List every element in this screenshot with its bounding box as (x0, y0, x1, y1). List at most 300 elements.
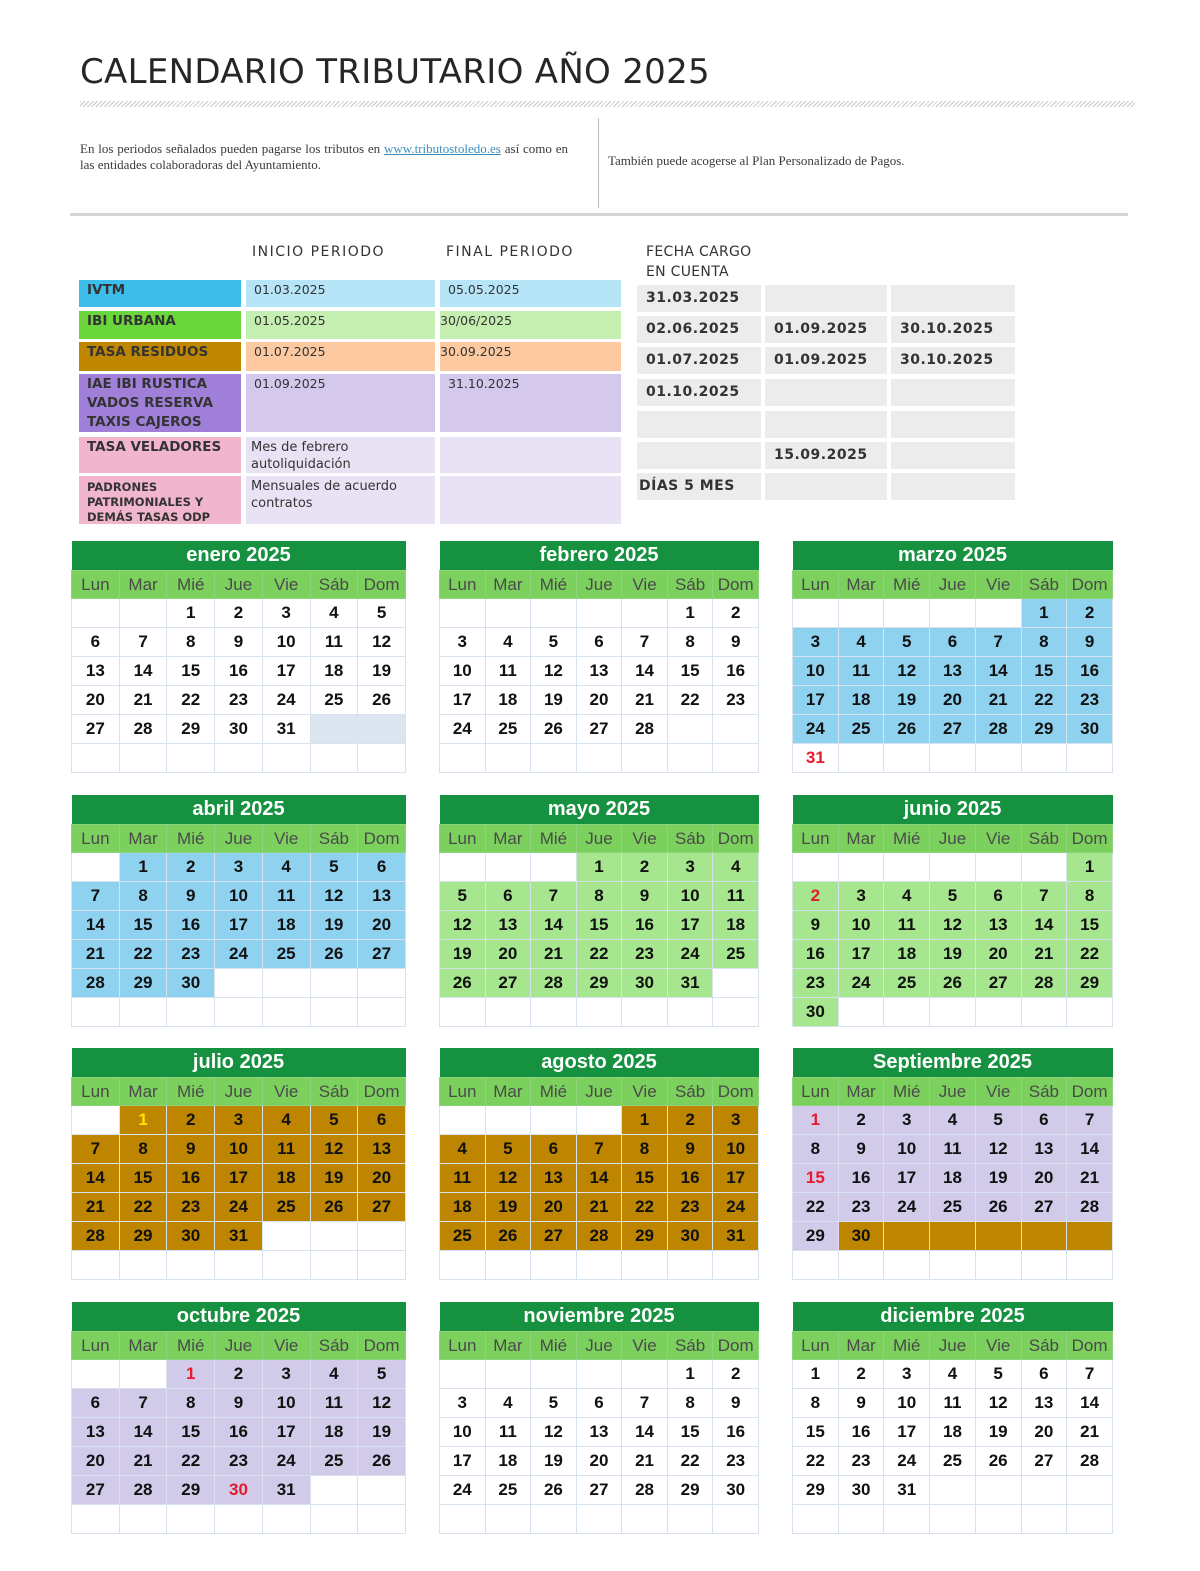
empty-day-cell (884, 853, 930, 882)
weekday-header: Lun (440, 825, 486, 853)
month-calendar (792, 541, 1113, 773)
day-cell: 10 (262, 628, 310, 657)
weekday-header: Mié (884, 825, 930, 853)
charge-date (891, 285, 1015, 312)
day-cell: 18 (930, 1418, 976, 1447)
day-cell: 30 (667, 1222, 713, 1251)
empty-day-cell (838, 998, 884, 1027)
day-cell: 4 (485, 628, 531, 657)
day-cell: 12 (310, 1135, 358, 1164)
day-cell: 10 (713, 1135, 759, 1164)
empty-day-cell (793, 1505, 839, 1534)
day-cell: 9 (622, 882, 668, 911)
weekday-header: Sáb (667, 1332, 713, 1360)
day-cell: 11 (262, 882, 310, 911)
empty-day-cell (975, 998, 1021, 1027)
charge-date: 01.07.2025 (637, 347, 761, 374)
day-cell: 1 (1021, 599, 1067, 628)
empty-day-cell (1067, 1222, 1113, 1251)
day-cell: 26 (310, 940, 358, 969)
day-cell: 14 (975, 657, 1021, 686)
day-cell: 19 (975, 1418, 1021, 1447)
day-cell: 18 (485, 686, 531, 715)
day-cell: 20 (930, 686, 976, 715)
empty-day-cell (358, 1505, 406, 1534)
empty-day-cell (72, 853, 120, 882)
day-cell: 4 (884, 882, 930, 911)
weekday-header: Lun (72, 825, 120, 853)
day-cell: 29 (1021, 715, 1067, 744)
day-cell: 5 (310, 853, 358, 882)
weekday-header: Mié (531, 571, 577, 599)
day-cell: 10 (884, 1135, 930, 1164)
weekday-header: Sáb (310, 571, 358, 599)
day-cell: 19 (531, 1447, 577, 1476)
day-cell: 20 (975, 940, 1021, 969)
day-cell: 29 (167, 715, 215, 744)
empty-day-cell (884, 744, 930, 773)
empty-day-cell (215, 1505, 263, 1534)
day-cell: 10 (440, 1418, 486, 1447)
day-cell: 29 (793, 1476, 839, 1505)
day-cell: 24 (440, 715, 486, 744)
weekday-header: Lun (793, 1332, 839, 1360)
day-cell: 8 (119, 882, 167, 911)
day-cell: 5 (930, 882, 976, 911)
day-cell: 25 (262, 1193, 310, 1222)
day-cell: 15 (1067, 911, 1113, 940)
day-cell: 25 (310, 686, 358, 715)
month-calendar (792, 1302, 1113, 1534)
day-cell: 23 (713, 686, 759, 715)
day-cell: 23 (622, 940, 668, 969)
day-cell: 26 (440, 969, 486, 998)
day-cell: 17 (262, 1418, 310, 1447)
day-cell: 4 (262, 853, 310, 882)
day-cell: 27 (72, 715, 120, 744)
empty-day-cell (310, 1505, 358, 1534)
weekday-header: Mié (884, 1332, 930, 1360)
day-cell: 11 (838, 657, 884, 686)
weekday-header: Jue (215, 1332, 263, 1360)
day-cell: 23 (167, 940, 215, 969)
day-cell: 19 (975, 1164, 1021, 1193)
empty-day-cell (531, 1251, 577, 1280)
charge-date (765, 411, 887, 438)
empty-day-cell (622, 1505, 668, 1534)
day-cell: 19 (884, 686, 930, 715)
day-cell: 20 (1021, 1418, 1067, 1447)
day-cell: 2 (167, 853, 215, 882)
day-cell: 21 (1067, 1164, 1113, 1193)
weekday-header: Vie (975, 1078, 1021, 1106)
day-cell: 6 (358, 853, 406, 882)
day-cell: 9 (667, 1135, 713, 1164)
day-cell: 11 (262, 1135, 310, 1164)
empty-day-cell (576, 1360, 622, 1389)
empty-day-cell (358, 1476, 406, 1505)
weekday-header: Dom (358, 571, 406, 599)
empty-day-cell (72, 1106, 120, 1135)
day-cell: 13 (1021, 1135, 1067, 1164)
empty-day-cell (262, 1251, 310, 1280)
day-cell: 26 (358, 1447, 406, 1476)
weekday-header: Lun (793, 571, 839, 599)
day-cell: 27 (358, 940, 406, 969)
day-cell: 1 (167, 1360, 215, 1389)
day-cell: 16 (1067, 657, 1113, 686)
day-cell: 26 (310, 1193, 358, 1222)
day-cell: 6 (531, 1135, 577, 1164)
day-cell: 9 (215, 628, 263, 657)
empty-day-cell (975, 744, 1021, 773)
day-cell: 25 (930, 1447, 976, 1476)
empty-day-cell (667, 1505, 713, 1534)
empty-day-cell (215, 998, 263, 1027)
day-cell: 18 (310, 1418, 358, 1447)
weekday-header: Vie (975, 1332, 1021, 1360)
empty-day-cell (310, 1222, 358, 1251)
day-cell: 24 (262, 686, 310, 715)
day-cell: 2 (215, 1360, 263, 1389)
day-cell: 31 (215, 1222, 263, 1251)
empty-day-cell (1067, 1251, 1113, 1280)
day-cell: 6 (576, 1389, 622, 1418)
day-cell: 15 (119, 1164, 167, 1193)
day-cell: 15 (119, 911, 167, 940)
intro-text-before-link: En los periodos señalados pueden pagarse los tributos en (80, 141, 381, 156)
day-cell: 28 (622, 1476, 668, 1505)
day-cell: 16 (167, 1164, 215, 1193)
day-cell: 7 (576, 1135, 622, 1164)
day-cell: 17 (215, 1164, 263, 1193)
day-cell: 2 (1067, 599, 1113, 628)
day-cell: 8 (667, 628, 713, 657)
day-cell: 19 (485, 1193, 531, 1222)
day-cell: 16 (667, 1164, 713, 1193)
empty-day-cell (72, 998, 120, 1027)
day-cell: 29 (119, 969, 167, 998)
day-cell: 24 (667, 940, 713, 969)
intro-plan-text: También puede acogerse al Plan Personalizado de Pagos. (608, 153, 905, 168)
month-calendar (439, 795, 759, 1027)
day-cell: 12 (358, 1389, 406, 1418)
empty-day-cell (576, 1106, 622, 1135)
weekday-header: Lun (72, 571, 120, 599)
month-title: noviembre 2025 (440, 1302, 759, 1332)
period-end: 30.09.2025 (440, 342, 621, 371)
empty-day-cell (622, 1360, 668, 1389)
day-cell: 28 (531, 969, 577, 998)
empty-day-cell (72, 599, 120, 628)
weekday-header: Jue (215, 1078, 263, 1106)
charge-date: 01.09.2025 (765, 347, 887, 374)
period-start: 01.07.2025 (246, 342, 435, 371)
day-cell: 8 (793, 1389, 839, 1418)
day-cell: 15 (1021, 657, 1067, 686)
day-cell: 7 (622, 628, 668, 657)
day-cell: 2 (667, 1106, 713, 1135)
weekday-header: Sáb (667, 825, 713, 853)
day-cell: 25 (713, 940, 759, 969)
day-cell: 12 (930, 911, 976, 940)
weekday-header: Dom (713, 825, 759, 853)
empty-day-cell (440, 853, 486, 882)
day-cell: 12 (531, 1418, 577, 1447)
day-cell: 19 (358, 657, 406, 686)
day-cell: 24 (215, 1193, 263, 1222)
weekday-header: Mar (838, 1078, 884, 1106)
day-cell: 11 (310, 628, 358, 657)
day-cell: 17 (667, 911, 713, 940)
tax-name: IBI URBANA (79, 311, 241, 339)
day-cell: 19 (310, 1164, 358, 1193)
day-cell: 6 (72, 1389, 120, 1418)
empty-day-cell (167, 1505, 215, 1534)
day-cell: 14 (1021, 911, 1067, 940)
empty-day-cell (838, 744, 884, 773)
empty-day-cell (884, 1222, 930, 1251)
empty-day-cell (215, 969, 263, 998)
empty-day-cell (713, 969, 759, 998)
empty-day-cell (576, 744, 622, 773)
weekday-header: Vie (622, 571, 668, 599)
month-title: Septiembre 2025 (793, 1048, 1113, 1078)
month-calendar (71, 795, 406, 1027)
empty-day-cell (622, 998, 668, 1027)
day-cell: 20 (72, 686, 120, 715)
day-cell: 4 (838, 628, 884, 657)
empty-day-cell (713, 1251, 759, 1280)
intro-divider (598, 118, 599, 208)
empty-day-cell (215, 1251, 263, 1280)
day-cell: 13 (576, 657, 622, 686)
day-cell: 7 (1067, 1106, 1113, 1135)
empty-day-cell (167, 1251, 215, 1280)
tax-name: IVTM (79, 280, 241, 307)
month-title: octubre 2025 (72, 1302, 406, 1332)
month-calendar (439, 1048, 759, 1280)
day-cell: 1 (119, 853, 167, 882)
day-cell: 26 (975, 1447, 1021, 1476)
day-cell: 25 (485, 715, 531, 744)
weekday-header: Vie (622, 825, 668, 853)
day-cell: 22 (793, 1193, 839, 1222)
day-cell: 23 (215, 686, 263, 715)
empty-day-cell (358, 998, 406, 1027)
day-cell: 12 (884, 657, 930, 686)
weekday-header: Jue (930, 571, 976, 599)
empty-day-cell (531, 1360, 577, 1389)
day-cell: 6 (975, 882, 1021, 911)
weekday-header: Lun (440, 1078, 486, 1106)
weekday-header: Vie (622, 1078, 668, 1106)
day-cell: 12 (310, 882, 358, 911)
day-cell: 1 (1067, 853, 1113, 882)
day-cell: 22 (667, 686, 713, 715)
weekday-header: Jue (215, 825, 263, 853)
empty-day-cell (262, 998, 310, 1027)
day-cell: 29 (119, 1222, 167, 1251)
day-cell: 20 (1021, 1164, 1067, 1193)
day-cell: 28 (119, 715, 167, 744)
day-cell: 5 (531, 628, 577, 657)
day-cell: 2 (167, 1106, 215, 1135)
day-cell: 21 (72, 1193, 120, 1222)
day-cell: 20 (358, 1164, 406, 1193)
empty-day-cell (838, 1251, 884, 1280)
charge-date (891, 411, 1015, 438)
page-title: CALENDARIO TRIBUTARIO AÑO 2025 (80, 52, 710, 92)
empty-day-cell (119, 1505, 167, 1534)
charge-date (891, 473, 1015, 500)
day-cell: 11 (713, 882, 759, 911)
day-cell: 4 (713, 853, 759, 882)
day-cell: 23 (1067, 686, 1113, 715)
day-cell: 5 (485, 1135, 531, 1164)
day-cell: 29 (167, 1476, 215, 1505)
day-cell: 16 (215, 657, 263, 686)
empty-day-cell (531, 1106, 577, 1135)
empty-day-cell (310, 1476, 358, 1505)
day-cell: 28 (72, 1222, 120, 1251)
empty-day-cell (440, 998, 486, 1027)
day-cell: 23 (667, 1193, 713, 1222)
day-cell: 20 (358, 911, 406, 940)
day-cell: 20 (531, 1193, 577, 1222)
empty-day-cell (358, 1251, 406, 1280)
day-cell: 21 (531, 940, 577, 969)
charge-date (891, 379, 1015, 406)
month-title: agosto 2025 (440, 1048, 759, 1078)
month-calendar (792, 795, 1113, 1027)
empty-day-cell (1067, 1476, 1113, 1505)
empty-day-cell (1067, 1505, 1113, 1534)
month-title: abril 2025 (72, 795, 406, 825)
empty-day-cell (1021, 998, 1067, 1027)
weekday-header: Jue (576, 825, 622, 853)
day-cell: 9 (793, 911, 839, 940)
weekday-header: Lun (72, 1078, 120, 1106)
empty-day-cell (531, 998, 577, 1027)
weekday-header: Dom (713, 1078, 759, 1106)
month-title: diciembre 2025 (793, 1302, 1113, 1332)
day-cell: 16 (713, 657, 759, 686)
day-cell: 8 (167, 1389, 215, 1418)
weekday-header: Lun (72, 1332, 120, 1360)
weekday-header: Mié (531, 825, 577, 853)
period-end (440, 437, 621, 473)
day-cell: 10 (667, 882, 713, 911)
weekday-header: Mié (531, 1078, 577, 1106)
day-cell: 8 (167, 628, 215, 657)
day-cell: 12 (531, 657, 577, 686)
empty-day-cell (622, 599, 668, 628)
weekday-header: Mar (119, 825, 167, 853)
day-cell: 24 (713, 1193, 759, 1222)
empty-day-cell (975, 1222, 1021, 1251)
empty-day-cell (1021, 1505, 1067, 1534)
weekday-header: Dom (358, 1332, 406, 1360)
charge-date: 30.10.2025 (891, 347, 1015, 374)
day-cell: 26 (485, 1222, 531, 1251)
day-cell: 5 (358, 1360, 406, 1389)
day-cell: 18 (440, 1193, 486, 1222)
day-cell: 31 (793, 744, 839, 773)
day-cell: 15 (667, 657, 713, 686)
empty-day-cell (262, 969, 310, 998)
day-cell: 30 (838, 1222, 884, 1251)
day-cell: 17 (440, 686, 486, 715)
empty-day-cell (310, 715, 358, 744)
empty-day-cell (576, 1505, 622, 1534)
empty-day-cell (1021, 853, 1067, 882)
day-cell: 22 (119, 940, 167, 969)
intro-text-after-link: así como en las entidades colaboradoras del Ayuntamiento. (80, 141, 569, 172)
charge-date: 02.06.2025 (637, 316, 761, 343)
empty-day-cell (713, 744, 759, 773)
weekday-header: Dom (1067, 1332, 1113, 1360)
day-cell: 26 (930, 969, 976, 998)
empty-day-cell (167, 998, 215, 1027)
day-cell: 4 (485, 1389, 531, 1418)
day-cell: 30 (215, 1476, 263, 1505)
tax-name: IAE IBI RUSTICA VADOS RESERVA TAXIS CAJEROS (79, 374, 241, 432)
weekday-header: Jue (215, 571, 263, 599)
charge-date (637, 411, 761, 438)
weekday-header: Lun (793, 825, 839, 853)
day-cell: 21 (72, 940, 120, 969)
day-cell: 19 (310, 911, 358, 940)
day-cell: 21 (622, 686, 668, 715)
day-cell: 27 (531, 1222, 577, 1251)
empty-day-cell (440, 744, 486, 773)
day-cell: 9 (713, 1389, 759, 1418)
day-cell: 25 (440, 1222, 486, 1251)
day-cell: 5 (531, 1389, 577, 1418)
period-start: Mes de febrero autoliquidación (246, 437, 435, 473)
weekday-header: Vie (975, 571, 1021, 599)
day-cell: 30 (167, 1222, 215, 1251)
day-cell: 18 (485, 1447, 531, 1476)
day-cell: 23 (167, 1193, 215, 1222)
day-cell: 2 (215, 599, 263, 628)
weekday-header: Sáb (310, 1078, 358, 1106)
day-cell: 2 (622, 853, 668, 882)
month-title: febrero 2025 (440, 541, 759, 571)
day-cell: 30 (793, 998, 839, 1027)
empty-day-cell (119, 998, 167, 1027)
day-cell: 3 (884, 1360, 930, 1389)
day-cell: 15 (576, 911, 622, 940)
empty-day-cell (440, 1251, 486, 1280)
day-cell: 22 (1021, 686, 1067, 715)
empty-day-cell (72, 1360, 120, 1389)
empty-day-cell (119, 1251, 167, 1280)
empty-day-cell (72, 1505, 120, 1534)
empty-day-cell (793, 853, 839, 882)
weekday-header: Mar (838, 1332, 884, 1360)
day-cell: 22 (1067, 940, 1113, 969)
weekday-header: Dom (1067, 571, 1113, 599)
day-cell: 6 (576, 628, 622, 657)
day-cell: 22 (576, 940, 622, 969)
tributos-link[interactable]: www.tributostoledo.es (384, 141, 501, 156)
day-cell: 28 (119, 1476, 167, 1505)
day-cell: 20 (72, 1447, 120, 1476)
day-cell: 14 (576, 1164, 622, 1193)
weekday-header: Sáb (667, 571, 713, 599)
